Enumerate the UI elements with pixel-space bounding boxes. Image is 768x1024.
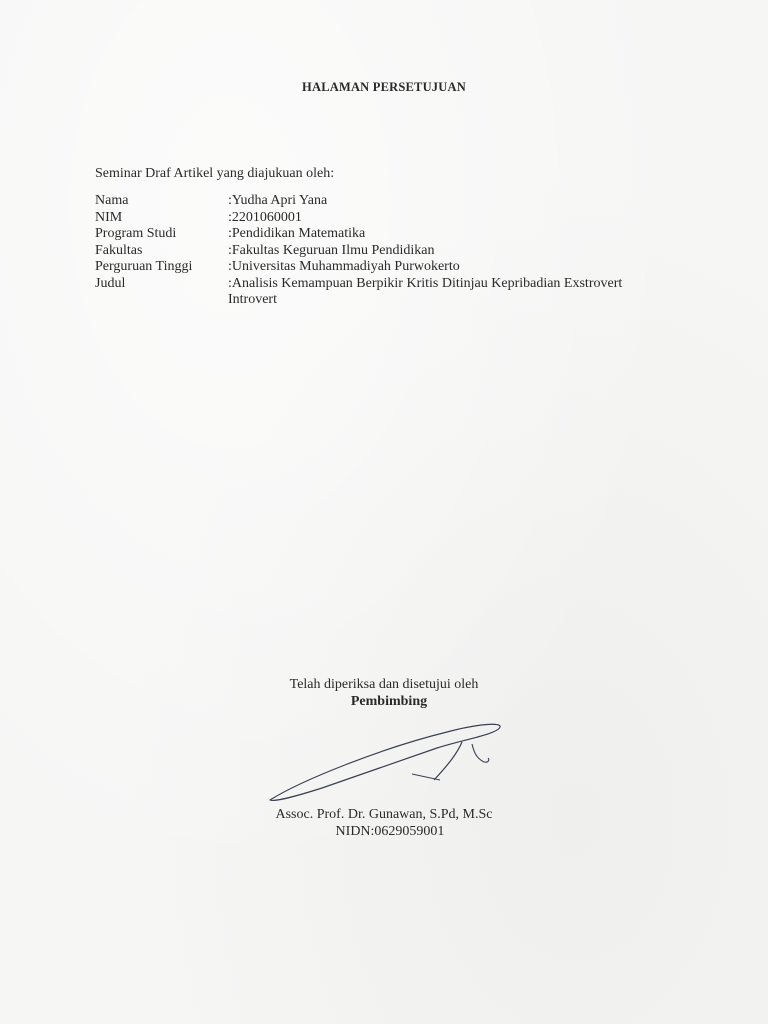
info-row-nim xyxy=(95,210,668,227)
approval-block xyxy=(0,676,768,710)
signer-name: Assoc. Prof. Dr. Gunawan, S.Pd, M.Sc xyxy=(275,807,493,822)
info-row-fakultas xyxy=(95,243,668,260)
info-label: Fakultas xyxy=(95,242,143,258)
info-label: Perguruan Tinggi xyxy=(95,259,193,274)
info-label: Nama xyxy=(95,193,129,208)
info-row-program-studi xyxy=(95,226,668,243)
info-label: Judul xyxy=(95,275,126,291)
info-value: :Pendidikan Matematika xyxy=(228,226,366,241)
info-value: :Analisis Kemampuan Berpikir Kritis Ditinjau Kepribadian Exstrovert Introvert xyxy=(228,275,623,307)
approval-role: Pembimbing xyxy=(350,694,428,709)
info-value: :2201060001 xyxy=(228,209,302,225)
info-row-perguruan-tinggi xyxy=(95,259,668,276)
approval-text: Telah diperiksa dan disetujui oleh xyxy=(289,677,479,692)
intro-text: Seminar Draf Artikel yang diajukuan oleh: xyxy=(95,166,335,181)
info-value: :Fakultas Keguruan Ilmu Pendidikan xyxy=(228,242,435,258)
signer-block xyxy=(0,806,768,840)
info-value: :Universitas Muhammadiyah Purwokerto xyxy=(228,259,460,274)
info-value: :Yudha Apri Yana xyxy=(228,193,328,208)
info-row-nama xyxy=(95,193,668,210)
info-table xyxy=(95,193,668,309)
info-label: NIM xyxy=(95,209,123,225)
info-label: Program Studi xyxy=(95,226,177,241)
page-title: HALAMAN PERSETUJUAN xyxy=(302,80,466,94)
signer-id: NIDN:0629059001 xyxy=(335,824,445,839)
info-row-judul xyxy=(95,276,668,309)
signature-graphic xyxy=(262,718,512,808)
